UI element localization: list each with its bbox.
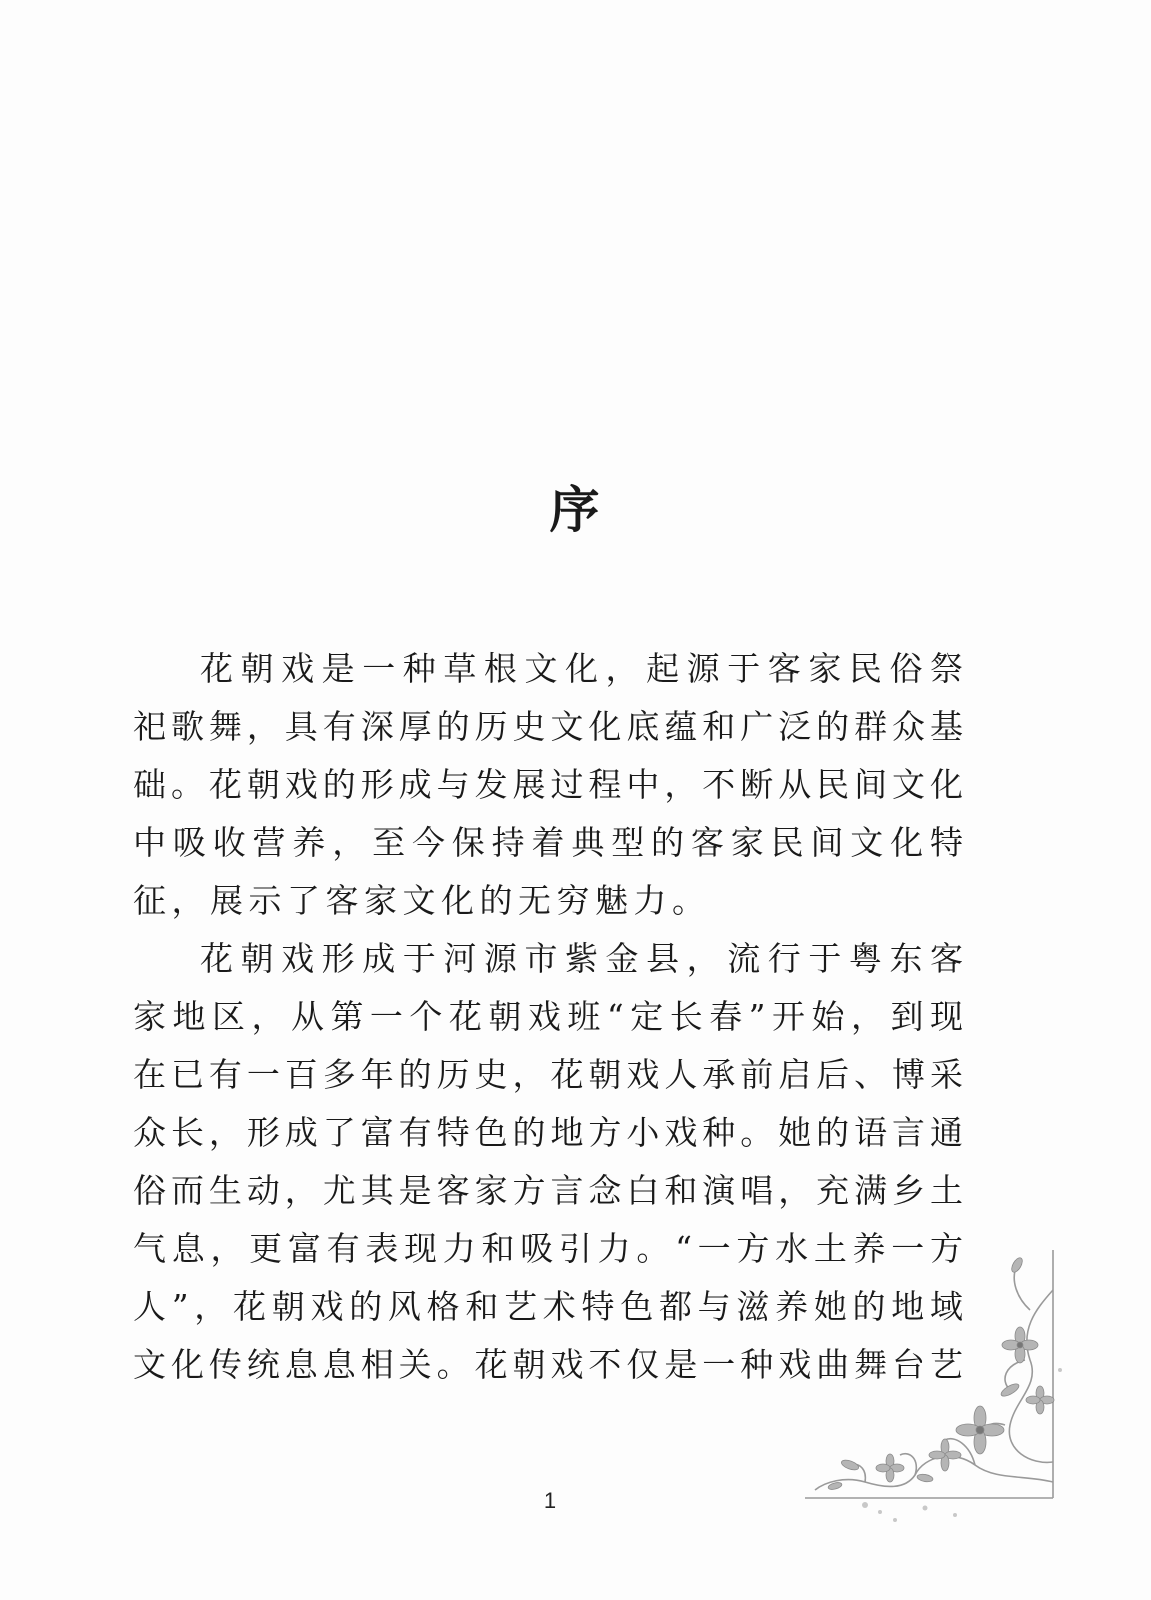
text-line: 人”，花朝戏的风格和艺术特色都与滋养她的地域 [133, 1287, 963, 1326]
text-line: 花朝戏形成于河源市紫金县，流行于粤东客 [200, 939, 963, 978]
text-line: 气息，更富有表现力和吸引力。“一方水土养一方 [133, 1229, 963, 1268]
text-line: 在已有一百多年的历史，花朝戏人承前启后、博采 [133, 1055, 963, 1094]
text-line: 俗而生动，尤其是客家方言念白和演唱，充满乡土 [133, 1171, 963, 1210]
text-line: 家地区，从第一个花朝戏班“定长春”开始，到现 [133, 997, 963, 1036]
text-line: 祀歌舞，具有深厚的历史文化底蕴和广泛的群众基 [133, 707, 963, 746]
page-number: 1 [543, 1488, 557, 1513]
text-line: 花朝戏是一种草根文化，起源于客家民俗祭 [200, 649, 963, 688]
page-title: 序 [549, 480, 602, 539]
text-line: 征，展示了客家文化的无穷魅力。 [133, 881, 711, 920]
text-line: 众长，形成了富有特色的地方小戏种。她的语言通 [133, 1113, 963, 1152]
text-line: 础。花朝戏的形成与发展过程中，不断从民间文化 [133, 765, 963, 804]
text-line: 文化传统息息相关。花朝戏不仅是一种戏曲舞台艺 [133, 1345, 963, 1384]
text-line: 中吸收营养，至今保持着典型的客家民间文化特 [133, 823, 963, 862]
floral-corner-icon [805, 1250, 1085, 1550]
